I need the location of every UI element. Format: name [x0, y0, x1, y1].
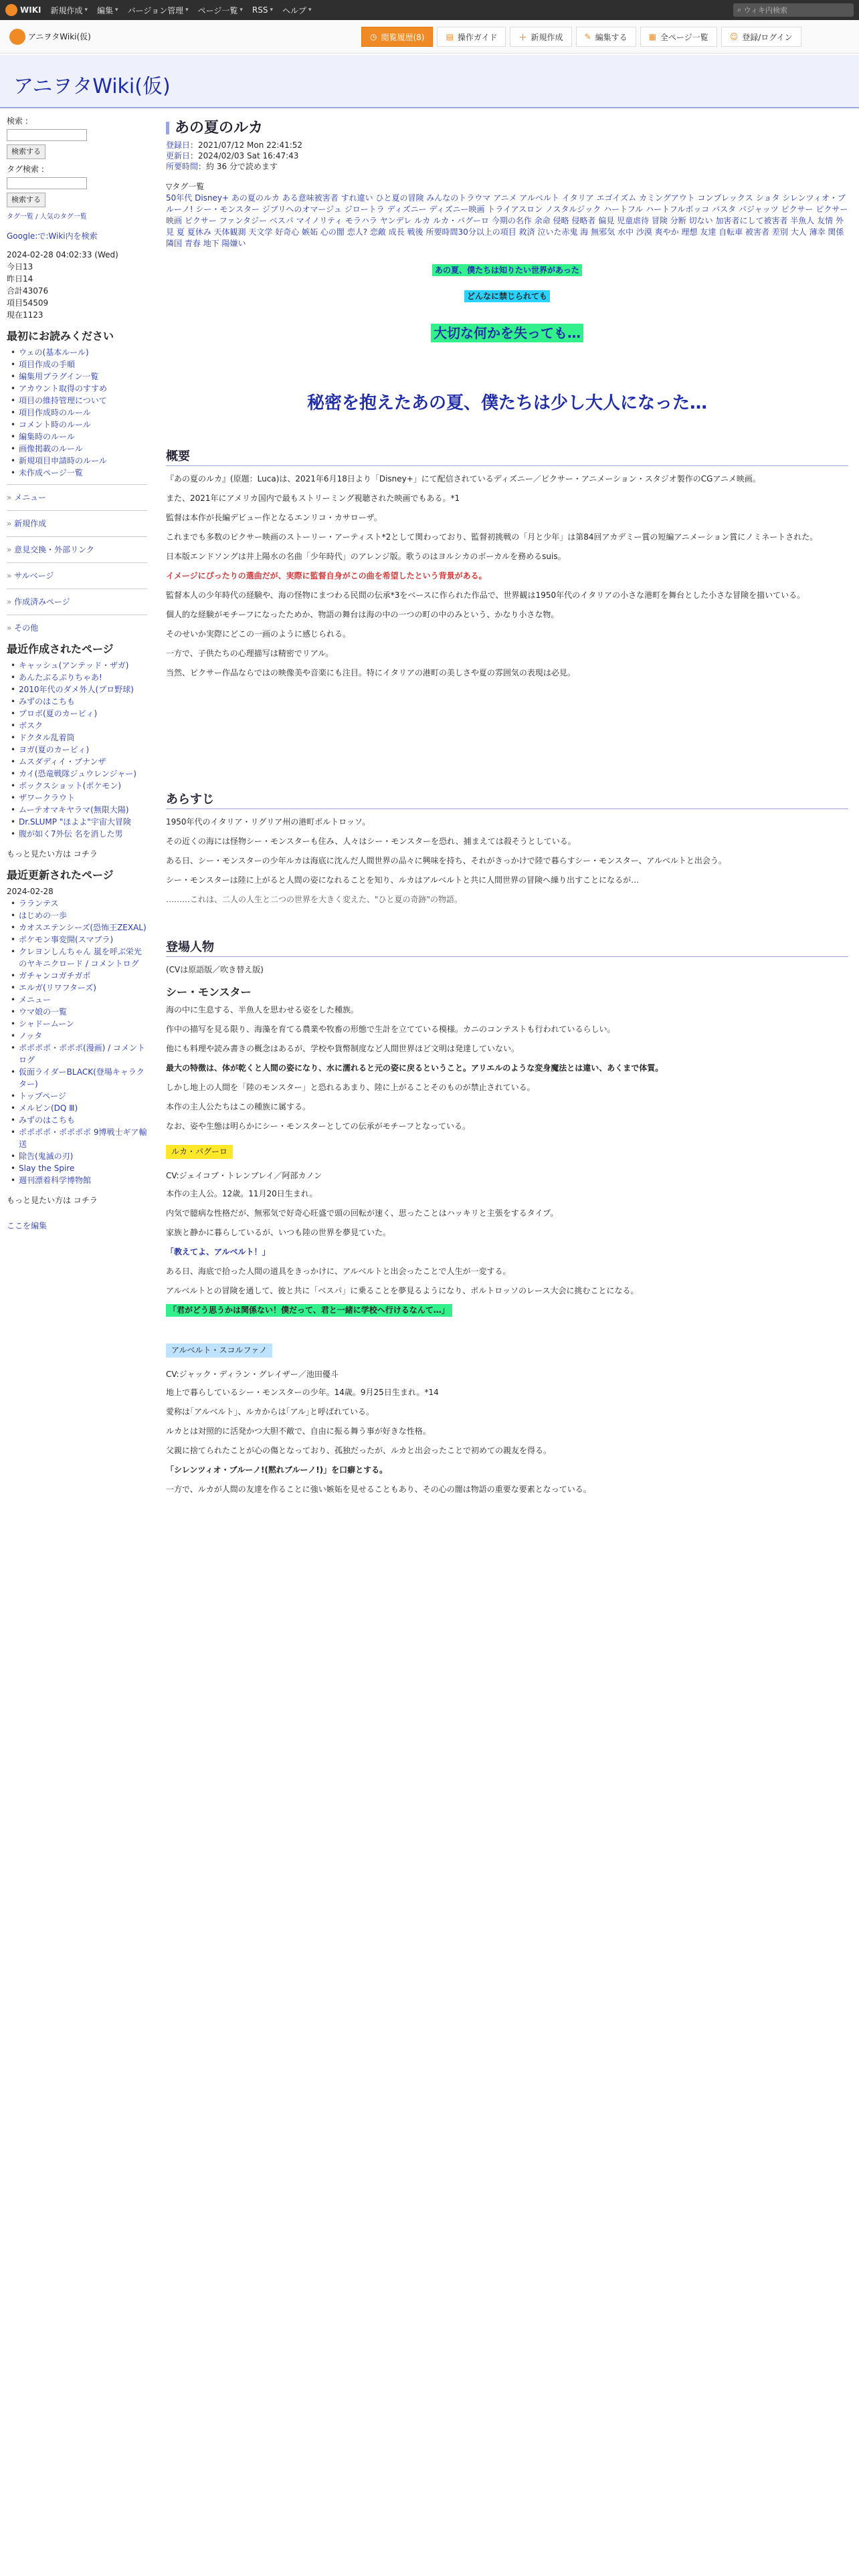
tag-link[interactable]: 大人 — [790, 227, 807, 237]
user-icon: ☺ — [729, 32, 739, 41]
tag-link[interactable]: マイノリティ — [296, 216, 343, 225]
tag-link[interactable]: トライアスロン — [487, 205, 543, 214]
overview-text: イメージにぴったりの選曲だが、実際に監督自身がこの曲を希望したという背景がある。 — [166, 571, 487, 580]
tag-link[interactable]: 成長 — [388, 227, 405, 237]
new-page-button[interactable]: ＋ 新規作成 — [510, 27, 571, 47]
guide-icon: ▤ — [446, 32, 454, 41]
sidebar-new-link[interactable]: » 新規作成 — [7, 518, 147, 530]
recent-updated-item[interactable]: • ポポポポ・ポポポポ 9博戦士ギア輸送 — [11, 1126, 147, 1150]
catchcopy-main: 秘密を抱えたあの夏、僕たちは少し大人になった… — [306, 393, 707, 413]
all-pages-button[interactable]: ▦ 全ページ一覧 — [640, 27, 717, 47]
tag-link[interactable]: ハートフル — [603, 205, 644, 214]
tag-link[interactable]: パジャッツ — [738, 205, 779, 214]
tag-link[interactable]: 理想 — [681, 227, 698, 237]
tag-link[interactable]: Disney+ — [195, 193, 229, 203]
overview-text: 日本版エンドソングは井上陽水の名曲「少年時代」のアレンジ版。歌うのはヨルシカのボーカルを務めるsuis。 — [166, 552, 566, 561]
tag-link[interactable]: 地下 — [203, 239, 219, 248]
pencil-icon: ✎ — [584, 32, 591, 41]
article: あの夏のルカ 登録日：2021/07/12 Mon 22:41:52 更新日：2024/02/03 Sat 16:47:43 所要時間：約 36 分で読めます ▽タグ一覧 50年代 Disney+ あの夏のルカ ある意味被害者 すれ違い ひと夏の冒険 みんなのトラウマ アニメ アルベルト イタリア エゴイズム カミングアウト コンプレックス ショタ シレンツィオ・ブルーノ! シー・モンスター ジブリへのオマージュ ジロートラ ディズニー ディズニー映画 トライアスロン ノスタルジック ハートフル ハートフルボッコ バスタ パジャッツ ピクサー ピクサー映画 ピクサー ファンタジー ベスパ マイノリティ モラハラ ヤンデレ ルカ ルカ・パグーロ 今期の名作 余命 侵略 侵略者 偏見 児童虐待 冒険 分断 切ない 加害者にして被害者 半魚人 友情 外見 夏 夏休み 天体観測 天文学 好奇心 嫉妬 心の闇 恋人? 恋敵 成長 戦後 所要時間30分以上の項目 救済 泣いた赤鬼 海 無邪気 水中 沙漠 爽やか 理想 友達 自転車 被害者 差別 大人 薄幸 関係 隣国 青春 地下 陽嫌い あの夏、僕たちは知りたい世界があった どんなに禁じられても 大切な何かを失っても… 秘密を抱えたあの夏、僕たちは少し大人になった… 概要 『あの夏のルカ』(原題：Luca)は、2021年6月18日より「Disney+」にて配信されているディズニー／ピクサー・アニメーション・スタジオ製作のCGアニメ映画。 また、2021年にアメリカ国内で最もストリーミング視聴された映画でもある。*1 監督は本作が長編デビュー作となるエンリコ・カサローザ。 これまでも多数のピクサー映画のストーリー・アーティスト*2として関わっており、監督初挑戦の「月と少年」は第84回アカデミー賞の短編アニメーション賞にノミネートされた。 日本版エンドソングは井上陽水の名曲「少年時代」のアレンジ版。歌うのはヨルシカのボーカルを務めるsuis。 イメージにぴったりの選曲だが、実際に監督自身がこの曲を希望したという背景がある。 監督本人の少年時代の経験や、海の怪物にまつわる民間の伝承*3をベースに作られた作品で、世界観は1950年代のイタリアの小さな港町を舞台とした小さな冒険を描いている。 個人的な経験がモチーフになったためか、物語の舞台は海の中の一つの町の中のみという、かなり小さな物。 そのせいか実際にどこの一画のように感じられる。 一方で、子供たちの心理描写は精密でリアル。 当然、ピクサー作品ならではの映像美や音楽にも注目。特にイタリアの港町の美しさや夏の雰囲気の表現は必見。 あらすじ 1950年代のイタリア・リグリア州の港町ポルトロッソ。 その近くの海には怪物シー・モンスターも住み、人々はシー・モンスターを恐れ、捕まえては殺そうとしている。 ある日、シー・モンスターの少年ルカは海底に沈んだ人間世界の品々に興味を持ち、それがきっかけで陸で暮らすシー・モンスター、アルベルトと出会う。 シー・モンスターは陸に上がると人間の姿になれることを知り、ルカはアルベルトと共に人間世界の冒険へ繰り出すことになるが… ………これは、二人の人生と二つの世界を大きく変えた、"ひと夏の奇跡"の物語。 登場人物 (CVは原語版／吹き替え版) シー・モンスター 海の中に生息する、半魚人を思わせる姿をした種族。 作中の描写を見る限り、海藻を育てる農業や牧畜の形態で生計を立てている模様。カニのコンテストも行われているらしい。 他にも料理や読み書きの概念はあるが、学校や貨幣制度など人間世界ほど文明は発達していない。 最大の特徴は、体が乾くと人間の姿になり、水に濡れると元の姿に戻るということ。アリエルのような変身魔法とは違い、あくまで体質。 しかし地上の人間を「陸のモンスター」と恐れるあまり、陸に上がることそのものが禁止されている。 本作の主人公たちはこの種族に属する。 なお、姿や生態は明らかにシー・モンスターとしての伝承がモチーフとなっている。 ルカ・パグーロ CV:ジェイコブ・トレンブレイ／阿部カノン 本作の主人公。12歳。11月20日生まれ。 内気で臆病な性格だが、無邪気で好奇心旺盛で頭の回転が速く、思ったことはハッキリと主張をするタイプ。 家族と静かに暮らしているが、いつも陸の世界を夢見ていた。 「教えてよ、アルベルト！」 ある日、海底で拾った人間の道具をきっかけに、アルベルトと出会ったことで人生が一変する。 アルベルトとの冒険を通して、彼と共に「ベスパ」に乗ることを夢見るようになり、ポルトロッソのレース大会に挑むことになる。 「君がどう思うかは関係ない！僕だって、君と一緒に学校へ行けるなんて…」 アルベルト・スコルファノ CV:ジャック・ディラン・グレイザー／池田優斗 地上で暮らしているシー・モンスターの少年。14歳。9月25日生まれ。*14 愛称は｢アルベルト｣、ルカからは｢アル｣と呼ばれている。 ルカとは対照的に活発かつ大胆不敵で、自由に振る舞う事が好きな性格。 父親に捨てられたことが心の傷となっており、孤独だったが、ルカと出会ったことで初めての親友を得る。 「シレンツィオ・ブルーノ!(黙れブルーノ!)」を口癖とする。 一方で、ルカが人間の友達を作ることに強い嫉妬を見せることもあり、その心の闇は物語の重要な要素となっている。 — [166, 120, 848, 1494]
recent-created-item[interactable]: • キャッシュ(アンテッド・ザガ) — [11, 659, 147, 671]
tag-link[interactable]: 侵略者 — [571, 216, 596, 225]
tag-link[interactable]: 被害者 — [745, 227, 770, 237]
read-first-item[interactable]: • 項目の維持管理について — [11, 395, 147, 407]
tag-link[interactable]: 今期の名作 — [491, 216, 532, 225]
tag-link[interactable]: 自転車 — [719, 227, 743, 237]
tag-link[interactable]: ヤンデレ — [379, 216, 412, 225]
plus-icon: ＋ — [518, 32, 527, 42]
sidebar-other-link[interactable]: » その他 — [7, 622, 147, 634]
story-text: 1950年代のイタリア・リグリア州の港町ポルトロッソ。 — [166, 817, 371, 827]
tag-list-link[interactable]: タグ一覧 / 人気のタグ一覧 — [7, 213, 87, 221]
tag-link[interactable]: ジブリへのオマージュ — [262, 205, 342, 214]
overview-text: 『あの夏のルカ』(原題：Luca)は、2021年6月18日より「Disney+」にて配信されているディズニー／ピクサー・アニメーション・スタジオ製作のCGアニメ映画。 — [166, 474, 761, 484]
tag-link[interactable]: 冒険 — [651, 216, 668, 225]
recent-created-item[interactable]: • ザワークラウト — [11, 792, 147, 804]
overview-text: 監督は本作が長編デビュー作となるエンリコ・カサローザ。 — [166, 513, 382, 522]
article-meta: 登録日：2021/07/12 Mon 22:41:52 更新日：2024/02/03 Sat 16:47:43 所要時間：約 36 分で読めます — [166, 140, 303, 171]
tag-link[interactable]: 加害者にして被害者 — [715, 216, 788, 225]
read-first-item[interactable]: • 編集用プラグイン一覧 — [11, 370, 147, 383]
recent-updated-item[interactable]: • エルガ(リワフターズ) — [11, 982, 147, 994]
recent-updated-item[interactable]: • トップページ — [11, 1090, 147, 1102]
recent-updated-heading: 最近更新されたページ — [7, 869, 114, 881]
tag-link[interactable]: アルベルト — [519, 193, 559, 203]
edit-button[interactable]: ✎ 編集する — [576, 27, 636, 47]
tag-link[interactable]: 恋人? — [347, 227, 368, 237]
recent-updated-item[interactable]: • クレヨンしんちゃん 嵐を呼ぶ栄光のヤキニクロード / コメントログ — [11, 946, 147, 970]
read-first-heading: 最初にお読みください — [7, 330, 114, 342]
recent-created-item[interactable]: • プロボ(夏のカービィ) — [11, 708, 147, 720]
pages-icon: ▦ — [648, 32, 656, 41]
tag-link[interactable]: 分断 — [670, 216, 686, 225]
tag-link[interactable]: 泣いた赤鬼 — [537, 227, 578, 237]
site-logo[interactable]: WIKI — [5, 4, 41, 16]
alberto-cv: CV:ジャック・ディラン・グレイザー／池田優斗 — [166, 1370, 339, 1379]
tag-link[interactable]: 陽嫌い — [221, 239, 246, 248]
menu-rss[interactable]: RSS ▾ — [252, 5, 273, 15]
site-title[interactable]: アニヲタWiki(仮) — [13, 75, 171, 98]
tag-link[interactable]: シレンツィオ・ブルーノ! — [166, 193, 846, 214]
tag-link[interactable]: 夏 — [176, 227, 185, 237]
tag-link[interactable]: ノスタルジック — [545, 205, 601, 214]
recent-created-item[interactable]: • ボスク — [11, 720, 147, 732]
tag-link[interactable]: 50年代 — [166, 193, 193, 203]
tag-link[interactable]: 好奇心 — [275, 227, 300, 237]
tag-link[interactable]: バスタ — [712, 205, 737, 214]
read-first-list — [11, 346, 147, 479]
recent-created-item[interactable]: • ムーテオマキヤラマ(無限大陽) — [11, 804, 147, 816]
tag-link[interactable]: 友情 — [817, 216, 834, 225]
recent-updated-list — [11, 897, 147, 1186]
tag-link[interactable]: 薄幸 — [809, 227, 826, 237]
tag-link[interactable]: 爽やか — [654, 227, 679, 237]
tag-link[interactable]: 夏休み — [187, 227, 211, 237]
tag-link[interactable]: ピクサー — [781, 205, 814, 214]
tag-search-input[interactable] — [7, 177, 87, 189]
overview-heading: 概要 — [166, 450, 848, 466]
menu-version[interactable]: バージョン管理 ▾ — [128, 5, 189, 16]
story-text: シー・モンスターは陸に上がると人間の姿になれることを知り、ルカはアルベルトと共に人間世界の冒険へ繰り出すことになるが… — [166, 875, 640, 885]
tag-link[interactable]: ピクサー映画 — [166, 205, 848, 225]
tag-link[interactable]: ピクサー — [184, 216, 217, 225]
tag-link[interactable]: ひと夏の冒険 — [375, 193, 424, 203]
recent-created-item[interactable]: • ドクタル乱着筒 — [11, 732, 147, 744]
tag-link[interactable]: 関係 — [828, 227, 844, 237]
recent-created-item[interactable]: • カイ(恐竜戦隊ジュウレンジャー) — [11, 768, 147, 780]
overview-text: 一方で、子供たちの心理描写は精密でリアル。 — [166, 649, 334, 658]
characters-heading: 登場人物 — [166, 941, 848, 957]
wiki-header — [0, 20, 859, 53]
sea-monster-heading: シー・モンスター — [166, 986, 252, 998]
edit-sidebar-link[interactable]: ここを編集 — [7, 1221, 47, 1230]
read-first-item[interactable]: • 項目作成の手順 — [11, 358, 147, 370]
read-first-item[interactable]: • 画像掲載のルール — [11, 443, 147, 455]
menu-pages[interactable]: ページ一覧 ▾ — [198, 5, 243, 16]
recent-created-item[interactable]: • 腹が如く7外伝 名を消した男 — [11, 828, 147, 840]
story-heading: あらすじ — [166, 793, 848, 809]
read-first-item[interactable]: • コメント時のルール — [11, 419, 147, 431]
recent-updated-item[interactable]: • ガチャンコガチガポ — [11, 970, 147, 982]
tag-link[interactable]: 心の闇 — [320, 227, 345, 237]
recent-updated-date: 2024-02-28 — [7, 887, 54, 896]
tag-link[interactable]: 隣国 — [166, 239, 183, 248]
tag-link[interactable]: 海 — [580, 227, 589, 237]
search-icon: ⌕ — [737, 5, 744, 14]
recent-created-heading: 最近作成されたページ — [7, 643, 114, 655]
more-updated-link[interactable]: もっと見たい方は コチラ — [7, 1196, 98, 1205]
read-first-item[interactable]: • ウェの(基本ルール) — [11, 346, 147, 358]
tag-link[interactable]: 侵略 — [553, 216, 569, 225]
catchcopy-1: あの夏、僕たちは知りたい世界があった — [432, 264, 582, 276]
tag-link[interactable]: シー・モンスター — [195, 205, 260, 214]
sidebar-search-input[interactable] — [7, 129, 87, 141]
characters-note: (CVは原語版／吹き替え版) — [166, 965, 264, 974]
recent-updated-item[interactable]: • メルビン(DQ Ⅲ) — [11, 1102, 147, 1114]
tag-link[interactable]: ルカ — [414, 216, 431, 225]
overview-text: 当然、ピクサー作品ならではの映像美や音楽にも注目。特にイタリアの港町の美しさや夏の雰囲気の表現は必見。 — [166, 668, 575, 677]
tag-link[interactable]: 差別 — [771, 227, 788, 237]
tag-link[interactable]: 無邪気 — [591, 227, 615, 237]
tag-link[interactable]: エゴイズム — [596, 193, 637, 203]
guide-button[interactable]: ▤ 操作ガイド — [437, 27, 506, 47]
tag-link[interactable]: 嫉妬 — [302, 227, 318, 237]
counter: 2024-02-28 04:02:33 (Wed) 今日13 昨日14 合計43076 項目54509 現在1123 — [7, 250, 118, 320]
more-created-link[interactable]: もっと見たい方は コチラ — [7, 849, 98, 859]
sidebar: 検索 : 検索する タグ検索 : 検索する タグ一覧 / 人気のタグ一覧 Google:で:Wiki内を検索 2024-02-28 04:02:33 (Wed) 今日13 昨日14 合計43076 項目54509 現在1123 最初にお読みください • ウェの(基本ルール) • 項目作成の手順 • 編集用プラグイン一覧 • アカウント取得のすすめ • 項目の維持管理について • 項目作成時のルール • コメント時のルール • 編集時のルール • 画像掲載のルール • 新規項目申請時のルール • 未作成ページ一覧 » メニュー » 新規作成 » 意見交換・外部リンク » サルベージ » 作成済みページ » その他 最近作成されたページ • キャッシュ(アンテッド・ザガ) • あんたぶるぷりちゃあ! • 2010年代のダメ外人(プロ野球) • みずのはこちも • プロボ(夏のカービィ) • ボスク • ドクタル乱着筒 • ヨガ(夏のカービィ) • ムスダディイ・ブナンザ • カイ(恐竜戦隊ジュウレンジャー) • ボックスショット(ポケモン) • ザワークラウト • ムーテオマキヤラマ(無限大陽) • Dr.SLUMP "ほよよ"宇宙大冒険 • 腹が如く7外伝 名を消した男 もっと見たい方は コチラ 最近更新されたページ 2024-02-28 • ラランテス • はじめの一歩 • カオスエテンシーズ(恐怖王ZEXAL) • ポケモン事変開(スマブラ) • クレヨンしんちゃん 嵐を呼ぶ栄光のヤキニクロード / コメントログ • ガチャンコガチガポ • エルガ(リワフターズ) • メニュー • ウマ娘の一覧 • シャドームーン • ノッタ • ポポポポ・ポポポ(漫画) / コメントログ • 仮面ライダーBLACK(登場キャラクター) • トップページ • メルビン(DQ Ⅲ) • みずのはこちも • ポポポポ・ポポポポ 9博戦士ギア輸送 • 除告(鬼滅の刃) • Slay the Spire • 週刊漂着科学博物館 もっと見たい方は コチラ ここを編集 — [0, 108, 154, 1239]
recent-updated-item[interactable]: • ポケモン事変開(スマブラ) — [11, 934, 147, 946]
wiki-name[interactable]: アニヲタWiki(仮) — [9, 29, 91, 45]
read-first-item[interactable]: • 項目作成時のルール — [11, 407, 147, 419]
read-first-item[interactable]: • アカウント取得のすすめ — [11, 383, 147, 395]
wiki-search-input[interactable]: ⌕ ウィキ内検索 — [733, 3, 854, 17]
history-button[interactable]: ◷ 閲覧履歴(8) — [361, 27, 433, 47]
tag-list: ▽タグ一覧 50年代 Disney+ あの夏のルカ ある意味被害者 すれ違い ひと夏の冒険 みんなのトラウマ アニメ アルベルト イタリア エゴイズム カミングアウト コンプレックス ショタ シレンツィオ・ブルーノ! シー・モンスター ジブリへのオマージュ ジロートラ ディズニー ディズニー映画 トライアスロン ノスタルジック ハートフル ハートフルボッコ バスタ パジャッツ ピクサー ピクサー映画 ピクサー ファンタジー ベスパ マイノリティ モラハラ ヤンデレ ルカ ルカ・パグーロ 今期の名作 余命 侵略 侵略者 偏見 児童虐待 冒険 分断 切ない 加害者にして被害者 半魚人 友情 外見 夏 夏休み 天体観測 天文学 好奇心 嫉妬 心の闇 恋人? 恋敵 成長 戦後 所要時間30分以上の項目 救済 泣いた赤鬼 海 無邪気 水中 沙漠 爽やか 理想 友達 自転車 被害者 差別 大人 薄幸 関係 隣国 青春 地下 陽嫌い — [166, 182, 848, 248]
read-first-item[interactable]: • 新規項目申請時のルール — [11, 455, 147, 467]
tag-link[interactable]: ルカ・パグーロ — [433, 216, 490, 225]
top-menu-bar — [0, 0, 859, 20]
read-first-item[interactable]: • 編集時のルール — [11, 431, 147, 443]
story-text: その近くの海には怪物シー・モンスターも住み、人々はシー・モンスターを恐れ、捕まえては殺そうとしている。 — [166, 837, 576, 846]
read-first-item[interactable]: • 未作成ページ一覧 — [11, 467, 147, 479]
menu-new[interactable]: 新規作成 ▾ — [50, 5, 88, 16]
tag-link[interactable]: ハートフルボッコ — [646, 205, 710, 214]
catchcopy-2: どんなに禁じられても — [464, 290, 550, 302]
sidebar-menu-link[interactable]: » メニュー — [7, 492, 147, 504]
tag-link[interactable]: イタリア — [561, 193, 594, 203]
tag-link[interactable]: 外見 — [166, 216, 844, 237]
tag-link[interactable]: 青春 — [184, 239, 201, 248]
catchcopy-3: 大切な何かを失っても… — [431, 324, 583, 342]
recent-updated-item[interactable]: • 週刊漂着科学博物館 — [11, 1174, 147, 1186]
site-title-banner — [0, 55, 859, 108]
tag-link[interactable]: 天体観測 — [213, 227, 246, 237]
recent-created-item[interactable]: • ムスダディイ・ブナンザ — [11, 756, 147, 768]
recent-updated-item[interactable]: • メニュー — [11, 994, 147, 1006]
recent-updated-item[interactable]: • ポポポポ・ポポポ(漫画) / コメントログ — [11, 1042, 147, 1066]
sidebar-search-button[interactable]: 検索する — [7, 144, 45, 159]
article-title: あの夏のルカ — [166, 122, 848, 134]
menu-edit[interactable]: 編集 ▾ — [97, 5, 118, 16]
menu-help[interactable]: ヘルプ ▾ — [282, 5, 312, 16]
overview-text: 個人的な経験がモチーフになったためか、物語の舞台は海の中の一つの町の中のみという、かなり小さな物。 — [166, 610, 559, 619]
tag-link[interactable]: ファンタジー — [219, 216, 267, 225]
tag-link[interactable]: 戦後 — [407, 227, 423, 237]
character-alberto: アルベルト・スコルファノ — [166, 1344, 272, 1358]
logo-mark-icon — [5, 4, 17, 16]
tag-link[interactable]: ディズニー — [387, 205, 427, 214]
tag-link[interactable]: カミングアウト — [638, 193, 695, 203]
sidebar-salvage-link[interactable]: » サルベージ — [7, 570, 147, 582]
recent-created-item[interactable]: • Dr.SLUMP "ほよよ"宇宙大冒険 — [11, 816, 147, 828]
tag-link[interactable]: モラハラ — [345, 216, 377, 225]
overview-text: そのせいか実際にどこの一画のように感じられる。 — [166, 629, 351, 639]
tag-link[interactable]: 余命 — [534, 216, 551, 225]
story-text: ………これは、二人の人生と二つの世界を大きく変えた、"ひと夏の奇跡"の物語。 — [166, 895, 463, 904]
tag-link[interactable]: ショタ — [755, 193, 780, 203]
character-luca: ルカ・パグーロ — [166, 1145, 233, 1159]
tag-link[interactable]: 沙漠 — [636, 227, 652, 237]
tag-link[interactable]: アニメ — [493, 193, 517, 203]
overview-text: これまでも多数のピクサー映画のストーリー・アーティスト*2として関わっており、監督初挑戦の「月と少年」は第84回アカデミー賞の短編アニメーション賞にノミネートされた。 — [166, 532, 818, 542]
recent-created-item[interactable]: • みずのはこちも — [11, 695, 147, 708]
tag-link[interactable]: 切ない — [688, 216, 713, 225]
recent-updated-item[interactable]: • ウマ娘の一覧 — [11, 1006, 147, 1018]
overview-text: 監督本人の少年時代の経験や、海の怪物にまつわる民間の伝承*3をベースに作られた作品で、世界観は1950年代のイタリアの小さな港町を舞台とした小さな冒険を描いている。 — [166, 591, 805, 600]
tag-link[interactable]: 救済 — [518, 227, 535, 237]
tag-link[interactable]: ディズニー映画 — [429, 205, 485, 214]
recent-updated-item[interactable]: • 除告(鬼滅の刃) — [11, 1150, 147, 1162]
wiki-logo-icon — [9, 29, 25, 45]
recent-created-item[interactable]: • ボックスショット(ポケモン) — [11, 780, 147, 792]
recent-created-item[interactable]: • ヨガ(夏のカービィ) — [11, 744, 147, 756]
tag-link[interactable]: あの夏のルカ — [231, 193, 280, 203]
recent-updated-item[interactable]: • ラランテス — [11, 897, 147, 909]
tag-link[interactable]: 天文学 — [248, 227, 273, 237]
recent-updated-item[interactable]: • Slay the Spire — [11, 1162, 147, 1174]
tag-link[interactable]: ある意味被害者 — [282, 193, 339, 203]
history-icon: ◷ — [370, 32, 377, 41]
luca-cv: CV:ジェイコブ・トレンブレイ／阿部カノン — [166, 1171, 322, 1180]
google-search-link[interactable]: Google:で:Wiki内を検索 — [7, 231, 98, 241]
tag-link[interactable]: 友達 — [700, 227, 717, 237]
tags — [166, 193, 848, 249]
login-button[interactable]: ☺ 登録/ログイン — [721, 27, 801, 47]
recent-updated-item[interactable]: • ノッタ — [11, 1030, 147, 1042]
tag-link[interactable]: すれ違い — [341, 193, 373, 203]
recent-updated-item[interactable]: • 仮面ライダーBLACK(登場キャラクター) — [11, 1066, 147, 1090]
recent-updated-item[interactable]: • みずのはこちも — [11, 1114, 147, 1126]
tag-link[interactable]: 所要時間30分以上の項目 — [425, 227, 516, 237]
tag-link[interactable]: 水中 — [617, 227, 634, 237]
sidebar-created-link[interactable]: » 作成済みページ — [7, 596, 147, 608]
tag-link[interactable]: コンプレックス — [697, 193, 753, 203]
recent-updated-item[interactable]: • シャドームーン — [11, 1018, 147, 1030]
recent-created-list — [11, 659, 147, 840]
tag-link[interactable]: 半魚人 — [790, 216, 815, 225]
recent-updated-item[interactable]: • はじめの一歩 — [11, 909, 147, 922]
sidebar-links-link[interactable]: » 意見交換・外部リンク — [7, 544, 147, 556]
tag-link[interactable]: ジロートラ — [344, 205, 385, 214]
tag-link[interactable]: 児童虐待 — [617, 216, 650, 225]
recent-created-item[interactable]: • 2010年代のダメ外人(プロ野球) — [11, 683, 147, 695]
recent-created-item[interactable]: • あんたぶるぷりちゃあ! — [11, 671, 147, 683]
overview-text: また、2021年にアメリカ国内で最もストリーミング視聴された映画でもある。*1 — [166, 494, 460, 503]
tag-link[interactable]: ベスパ — [269, 216, 294, 225]
tag-search-button[interactable]: 検索する — [7, 193, 45, 207]
story-text: ある日、シー・モンスターの少年ルカは海底に沈んだ人間世界の品々に興味を持ち、それがきっかけで陸で暮らすシー・モンスター、アルベルトと出会う。 — [166, 856, 727, 865]
recent-updated-item[interactable]: • カオスエテンシーズ(恐怖王ZEXAL) — [11, 922, 147, 934]
tag-link[interactable]: 恋敵 — [369, 227, 386, 237]
tag-link[interactable]: みんなのトラウマ — [426, 193, 491, 203]
tag-link[interactable]: 偏見 — [598, 216, 615, 225]
